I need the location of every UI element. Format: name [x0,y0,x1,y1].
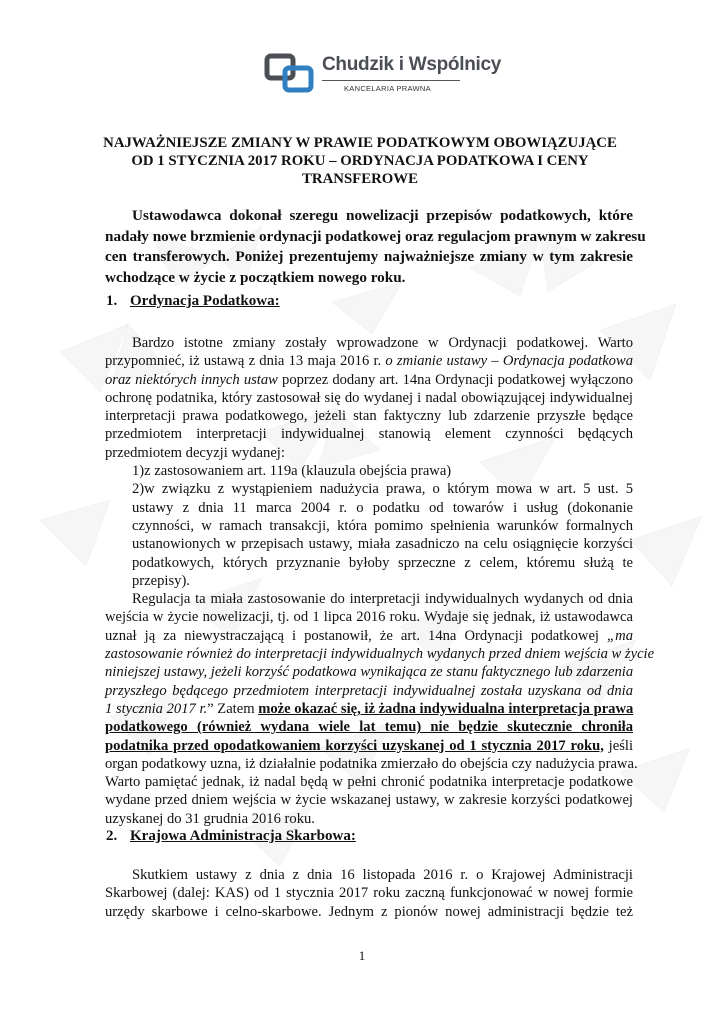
text-line: interpretacji prawa podatkowego, jeżeli stan faktyczny lub zdarzenie przyszłe będące [105,408,633,425]
section-title: Krajowa Administracja Skarbowa: [130,828,356,844]
text-line: przypomnieć, iż ustawą z dnia 13 maja 2016 r. o zmianie ustawy – Ordynacja podatkowa [105,353,634,370]
section-heading-2 [106,827,356,845]
text-line: 1 stycznia 2017 r.” Zatem może okazać się, iż żadna indywidualna interpretacja prawa [105,700,634,717]
logo-name: Chudzik i Wspólnicy [322,54,502,75]
intro-line: cen transferowych. Poniżej prezentujemy najważniejsze zmiany w tym zakresie [105,248,633,265]
section-number: 2. [106,828,118,844]
text-line: przyszłego będącego przedmiotem interpretacji indywidualnej została uzyskana od dnia [105,682,633,699]
title-line: OD 1 STYCZNIA 2017 ROKU – ORDYNACJA PODATKOWA I CENY [131,153,589,169]
logo-divider [322,80,460,81]
intro-line: nadały nowe brzmienie ordynacji podatkowej oraz regulacjom prawnym w zakresu [105,227,646,245]
text-line: Skarbowej (dalej: KAS) od 1 stycznia 2017 roku zaczną funkcjonować w nowej formie [105,885,633,902]
text-line: uzyskanej do 31 grudnia 2016 roku. [105,810,315,827]
intro-line: Ustawodawca dokonał szeregu nowelizacji przepisów podatkowych, które [132,207,633,224]
company-logo [264,52,502,100]
text-line: podatkowych, których przyznanie byłoby sprzeczne z celem, któremu służą te [132,554,633,571]
text-line: Bardzo istotne zmiany zostały wprowadzone w Ordynacji podatkowej. Warto [132,335,633,351]
text-line: Skutkiem ustawy z dnia z dnia 16 listopada 2016 r. o Krajowej Administracji [132,867,633,883]
text-line: uznał ją za niewystraczającą i postanowił, że art. 14na Ordynacji podatkowej „ma [105,627,633,644]
document-title [80,134,640,188]
text-line: przedmiotem interpretacji indywidualnej stanowią element czynności będących [105,426,633,443]
text-line: Regulacja ta miała zastosowanie do interpretacji indywidualnych wydanych od dnia [132,591,633,608]
text-line: Warto pamiętać jednak, iż nadal będą w pełni chronić podatnika interpretacje podatkowe [105,774,633,791]
text-line: urzędy skarbowe i celno-skarbowe. Jednym z pionów nowej administracji będzie też [105,903,633,920]
text-line: zastosowanie również do interpretacji indywidualnych wydanych przed dniem wejścia w życie [105,646,655,663]
text-line: niniejszej ustawy, jeżeli korzyść podatkowa wynikająca ze stanu faktycznego lub zdarzenia [105,664,634,681]
text-line: oraz niektórych innych ustaw poprzez dodany art. 14na Ordynacji podatkowej wyłączono [105,371,633,388]
section-1-paragraph [105,334,655,828]
list-item: 1)z zastosowaniem art. 119a (klauzula obejścia prawa) [132,463,452,480]
logo-mark-icon [264,52,318,96]
text-line: organ podatkowy uzna, iż działalnie podatnika zmierzało do obejścia czy nadużycia prawa. [105,755,638,772]
text-line: podatkowego (również wydana wiele lat temu) nie będzie skutecznie chroniła [105,719,633,736]
text-line: wejścia w życie nowelizacji, tj. od 1 lipca 2016 roku. Wydaje się jednak, iż ustawodawca [105,609,633,626]
text-line: ochronę podatnika, który zastosował się do wydanej i nadal obowiązującej indywidualnej [105,389,633,406]
section-heading-1 [106,292,280,310]
text-line: podatnika przed opodatkowaniem korzyści uzyskanej od 1 stycznia 2017 roku, jeśli [105,737,633,754]
title-line: NAJWAŻNIEJSZE ZMIANY W PRAWIE PODATKOWYM OBOWIĄZUJĄCE [103,135,617,151]
intro-line: wchodzące w życie z początkiem nowego roku. [105,268,406,286]
page-number: 1 [358,948,366,963]
text-line: wydane przed dniem wejścia w życie wskazanej ustawy, w zakresie korzyści podatkowej [105,792,633,809]
section-title: Ordynacja Podatkowa: [130,293,280,309]
text-line: ustawy z dnia 11 marca 2004 r. o podatku od towarów i usług (dokonanie [132,499,633,516]
section-2-paragraph [105,866,633,921]
text-line: przedmiotem decyzji wydanej: [105,444,285,461]
intro-paragraph [105,206,646,288]
text-line: ustanowionych w przepisach ustawy, miała zasadniczo na celu osiągnięcie korzyści [132,536,633,553]
text-line: czynności, w ramach transakcji, która pomimo spełnienia warunków formalnych [132,517,633,534]
text-line: przepisy). [132,572,190,589]
list-item: 2)w związku z wystąpieniem nadużycia prawa, o którym mowa w art. 5 ust. 5 [132,481,633,498]
section-number: 1. [106,293,118,309]
logo-tagline: KANCELARIA PRAWNA [344,84,431,93]
title-line: TRANSFEROWE [302,171,418,187]
